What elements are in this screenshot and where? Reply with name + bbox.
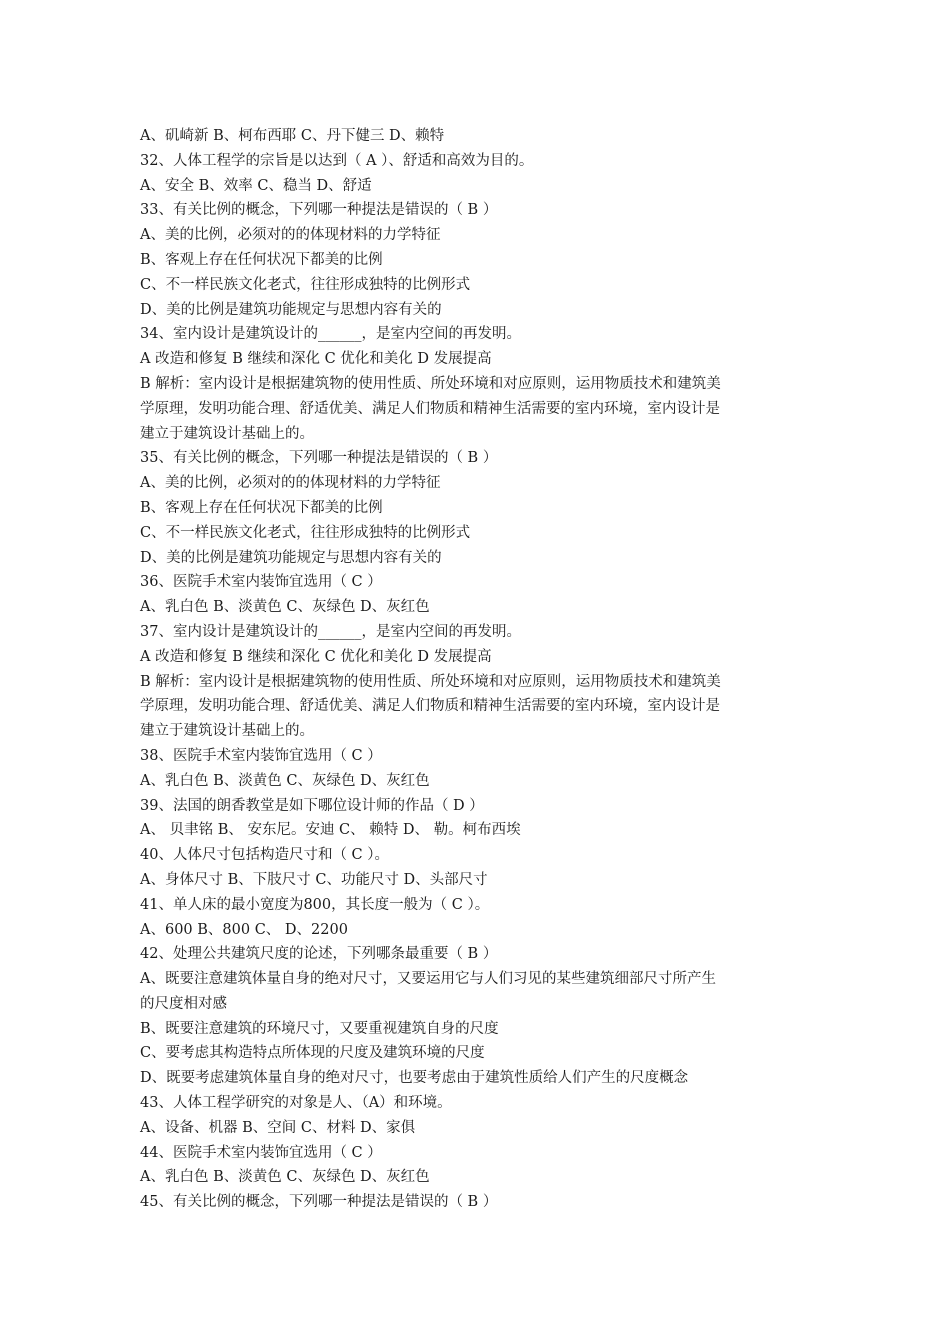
- text-line: 33、有关比例的概念，下列哪一种提法是错误的（ B ）: [140, 202, 498, 219]
- text-line: D、美的比例是建筑功能规定与思想内容有关的: [140, 301, 442, 318]
- document-body: [140, 124, 820, 1215]
- text-line: 学原理，发明功能合理、舒适优美、满足人们物质和精神生活需要的室内环境，室内设计是: [140, 400, 720, 417]
- text-line: 39、法国的朗香教堂是如下哪位设计师的作品（ D ）: [140, 797, 484, 814]
- text-line: B、客观上存在任何状况下都美的比例: [140, 251, 383, 268]
- text-line: A、设备、机器 B、空间 C、材料 D、家俱: [140, 1119, 416, 1136]
- text-line: B 解析：室内设计是根据建筑物的使用性质、所处环境和对应原则，运用物质技术和建筑美: [140, 673, 721, 690]
- text-line: 35、有关比例的概念，下列哪一种提法是错误的（ B ）: [140, 450, 498, 467]
- text-line: 32、人体工程学的宗旨是以达到（ A ）、舒适和高效为目的。: [140, 152, 534, 169]
- text-line: A、既要注意建筑体量自身的绝对尺寸，又要运用它与人们习见的某些建筑细部尺寸所产生: [140, 971, 716, 988]
- text-line: 学原理，发明功能合理、舒适优美、满足人们物质和精神生活需要的室内环境，室内设计是: [140, 698, 720, 715]
- text-line: A、乳白色 B、淡黄色 C、灰绿色 D、灰红色: [140, 772, 430, 789]
- text-line: A、600 B、800 C、 D、2200: [140, 921, 348, 938]
- text-line: A、美的比例，必须对的的体现材料的力学特征: [140, 227, 441, 244]
- text-line: A、乳白色 B、淡黄色 C、灰绿色 D、灰红色: [140, 1169, 430, 1186]
- text-line: 34、室内设计是建筑设计的______，是室内空间的再发明。: [140, 326, 521, 343]
- text-line: C、不一样民族文化老式，往往形成独特的比例形式: [140, 276, 471, 293]
- text-line: B、既要注意建筑的环境尺寸，又要重视建筑自身的尺度: [140, 1020, 499, 1037]
- text-line: A、美的比例，必须对的的体现材料的力学特征: [140, 475, 441, 492]
- text-line: D、既要考虑建筑体量自身的绝对尺寸，也要考虑由于建筑性质给人们产生的尺度概念: [140, 1070, 689, 1087]
- text-line: 45、有关比例的概念，下列哪一种提法是错误的（ B ）: [140, 1194, 498, 1211]
- text-line: 的尺度相对感: [140, 995, 227, 1012]
- text-line: B 解析：室内设计是根据建筑物的使用性质、所处环境和对应原则，运用物质技术和建筑美: [140, 375, 721, 392]
- text-line: A 改造和修复 B 继续和深化 C 优化和美化 D 发展提高: [140, 648, 492, 665]
- text-line: A、矶崎新 B、柯布西耶 C、丹下健三 D、赖特: [140, 128, 445, 144]
- text-line: A、安全 B、效率 C、稳当 D、舒适: [140, 177, 372, 194]
- text-line: D、美的比例是建筑功能规定与思想内容有关的: [140, 549, 442, 566]
- text-line: 38、医院手术室内装饰宜选用（ C ）: [140, 747, 382, 764]
- text-line: B、客观上存在任何状况下都美的比例: [140, 499, 383, 516]
- text-line: C、不一样民族文化老式，往往形成独特的比例形式: [140, 524, 471, 541]
- text-line: A、身体尺寸 B、下肢尺寸 C、功能尺寸 D、头部尺寸: [140, 871, 488, 888]
- text-line: 42、处理公共建筑尺度的论述，下列哪条最重要（ B ）: [140, 946, 498, 963]
- text-line: A、乳白色 B、淡黄色 C、灰绿色 D、灰红色: [140, 599, 430, 616]
- text-line: A、 贝聿铭 B、 安东尼。安迪 C、 赖特 D、 勒。柯布西埃: [140, 822, 521, 839]
- text-line: C、要考虑其构造特点所体现的尺度及建筑环境的尺度: [140, 1045, 485, 1062]
- text-line: 36、医院手术室内装饰宜选用（ C ）: [140, 574, 382, 591]
- text-line: 40、人体尺寸包括构造尺寸和（ C ）。: [140, 847, 390, 864]
- text-line: 建立于建筑设计基础上的。: [140, 723, 314, 740]
- text-line: A 改造和修复 B 继续和深化 C 优化和美化 D 发展提高: [140, 351, 492, 368]
- text-line: 建立于建筑设计基础上的。: [140, 425, 314, 442]
- text-line: 41、单人床的最小宽度为800，其长度一般为（ C ）。: [140, 896, 490, 913]
- text-line: 43、人体工程学研究的对象是人、（A）和环境。: [140, 1095, 452, 1112]
- text-line: 37、室内设计是建筑设计的______，是室内空间的再发明。: [140, 623, 521, 640]
- text-line: 44、医院手术室内装饰宜选用（ C ）: [140, 1144, 382, 1161]
